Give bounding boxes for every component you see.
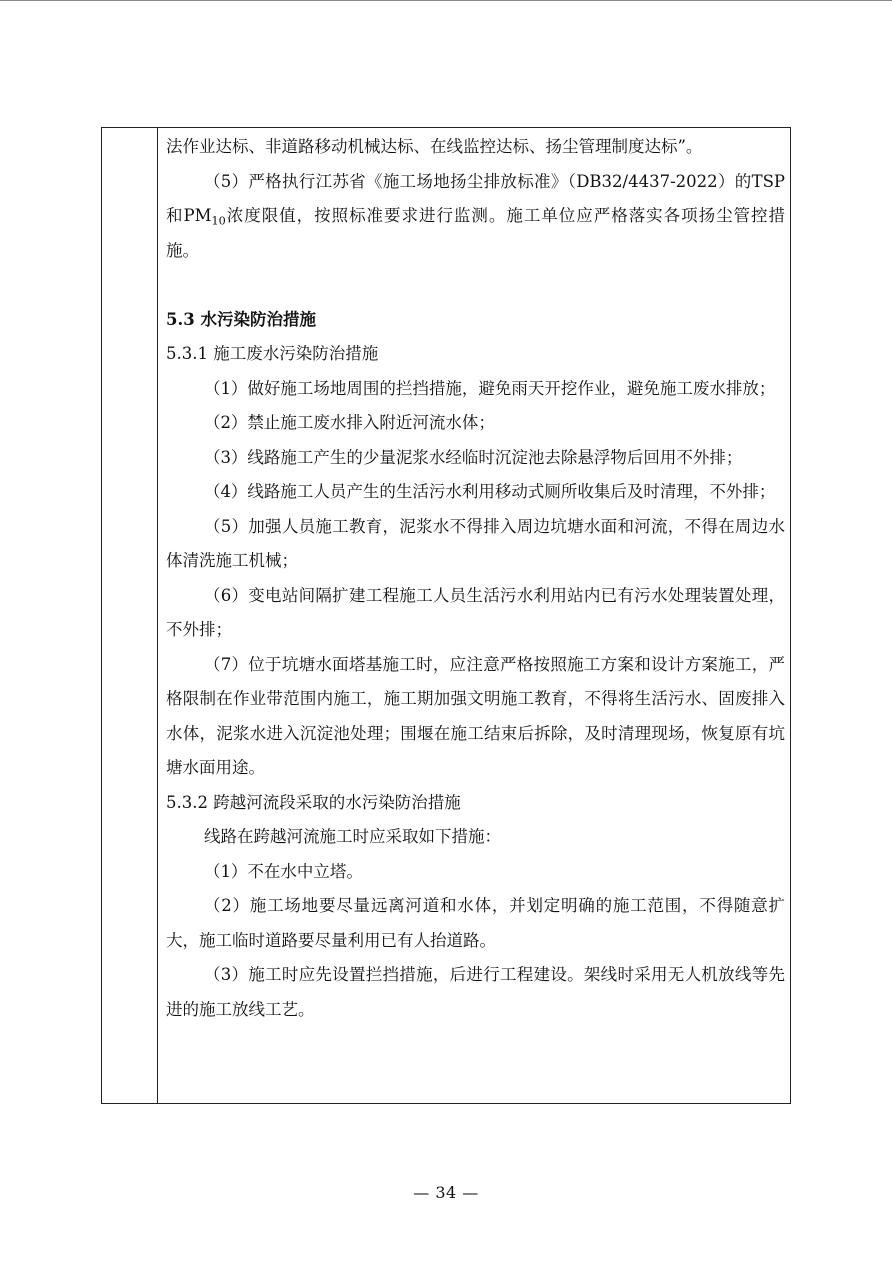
river-item-2: （2）施工场地要尽量远离河道和水体，并划定明确的施工范围，不得随意扩大，施工临时道路要尽量利用已有人抬道路。 (166, 896, 785, 950)
table-content-cell (166, 130, 785, 1027)
subsection-heading-5-3-1: 5.3.1 施工废水污染防治措施 (166, 344, 379, 363)
subsection-heading-5-3-2: 5.3.2 跨越河流段采取的水污染防治措施 (166, 792, 461, 812)
dust-standard-text-a: （5）严格执行江苏省《施工场地扬尘排放标准》（DB32/4437-2022）的TSP和PM (166, 171, 785, 225)
top-rule (0, 0, 892, 1)
section-heading-5-3: 5.3 水污染防治措施 (166, 309, 316, 329)
list-item-1: （1）做好施工场地周围的拦挡措施，避免雨天开挖作业，避免施工废水排放； (203, 378, 776, 398)
list-item-5: （5）加强人员施工教育，泥浆水不得排入周边坑塘水面和河流，不得在周边水体清洗施工机械； (166, 516, 785, 570)
pm-subscript: 10 (211, 214, 226, 228)
page-number: — 34 — (413, 1183, 479, 1202)
list-item-6: （6）变电站间隔扩建工程施工人员生活污水利用站内已有污水处理装置处理，不外排； (166, 585, 785, 639)
river-item-1: （1）不在水中立塔。 (203, 861, 363, 881)
list-item-3: （3）线路施工产生的少量泥浆水经临时沉淀池去除悬浮物后回用不外排； (203, 447, 743, 467)
list-item-7: （7）位于坑塘水面塔基施工时，应注意严格按照施工方案和设计方案施工，严格限制在作业带范围内施工，施工期加强文明施工教育，不得将生活污水、固废排入水体，泥浆水进入沉淀池处理；围堰在施工结束后拆除，及时清理现场，恢复原有坑塘水面用途。 (166, 654, 785, 777)
river-item-3: （3）施工时应先设置拦挡措施，后进行工程建设。架线时采用无人机放线等先进的施工放线工艺。 (166, 965, 785, 1019)
paragraph-continuation: 法作业达标、非道路移动机械达标、在线监控达标、扬尘管理制度达标”。 (166, 137, 703, 156)
paragraph-dust-standard (166, 165, 785, 269)
dust-standard-text-b: 浓度限值，按照标准要求进行监测。施工单位应严格落实各项扬尘管控措施。 (166, 206, 786, 260)
table-left-column (102, 128, 158, 1103)
table-frame (101, 127, 791, 1104)
blank-line (166, 268, 785, 303)
list-item-2: （2）禁止施工废水排入附近河流水体； (203, 413, 495, 432)
list-item-4: （4）线路施工人员产生的生活污水利用移动式厕所收集后及时清理，不外排； (203, 482, 776, 501)
river-crossing-intro: 线路在跨越河流施工时应采取如下措施： (203, 827, 501, 846)
